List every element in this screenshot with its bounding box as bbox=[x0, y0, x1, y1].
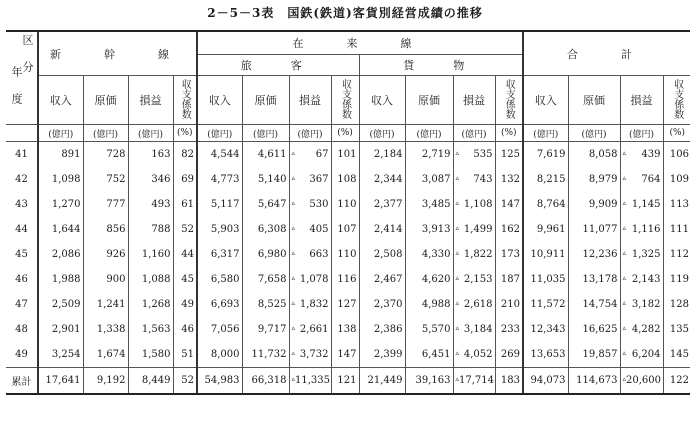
unit-cell: (億円) bbox=[38, 125, 83, 142]
table-title: 2－5－3表 国鉄(鉄道)客貨別経営成績の推移 bbox=[207, 6, 483, 20]
cell-k-3: 132 bbox=[495, 167, 523, 192]
cell-s-2: 1,088 bbox=[128, 267, 173, 292]
header-kubun-nendo bbox=[6, 31, 38, 125]
unit-cell: (%) bbox=[495, 125, 523, 142]
cell-k-2: ▵ 743 bbox=[453, 167, 495, 192]
cell-g-3: 113 bbox=[663, 192, 690, 217]
year-cell: 42 bbox=[15, 174, 28, 185]
cell-g-0: 11,572 bbox=[523, 292, 568, 317]
cell-s-1: 1,674 bbox=[83, 342, 128, 368]
header-goukei: 合 計 bbox=[523, 31, 690, 76]
cell-r-2: ▵ 11,335 bbox=[289, 368, 331, 395]
col-r-genka: 原価 bbox=[242, 76, 289, 125]
cell-g-0: 12,343 bbox=[523, 317, 568, 342]
cell-k-0: 21,449 bbox=[359, 368, 405, 395]
col-r-shunyu: 収入 bbox=[197, 76, 242, 125]
col-g-soneki: 損益 bbox=[620, 76, 663, 125]
cell-r-0: 6,693 bbox=[197, 292, 242, 317]
cell-r-0: 4,544 bbox=[197, 142, 242, 168]
table-row bbox=[6, 342, 690, 368]
unit-cell: (%) bbox=[173, 125, 197, 142]
cell-k-0: 2,184 bbox=[359, 142, 405, 168]
col-s-shunyu: 収入 bbox=[38, 76, 83, 125]
cell-g-2: ▵ 764 bbox=[620, 167, 663, 192]
cell-g-2: ▵ 2,143 bbox=[620, 267, 663, 292]
col-s-genka: 原価 bbox=[83, 76, 128, 125]
cell-k-3: 147 bbox=[495, 192, 523, 217]
col-r-keisu-label: 収支係数 bbox=[339, 78, 351, 119]
cell-g-3: 135 bbox=[663, 317, 690, 342]
cell-g-3: 119 bbox=[663, 267, 690, 292]
cell-k-2: ▵ 2,153 bbox=[453, 267, 495, 292]
cell-g-1: 8,058 bbox=[568, 142, 620, 168]
cell-k-2: ▵ 1,822 bbox=[453, 242, 495, 267]
cell-r-0: 54,983 bbox=[197, 368, 242, 395]
cell-k-3: 173 bbox=[495, 242, 523, 267]
cell-g-0: 10,911 bbox=[523, 242, 568, 267]
unit-cell: (%) bbox=[663, 125, 690, 142]
col-g-shunyu: 収入 bbox=[523, 76, 568, 125]
cell-r-0: 5,903 bbox=[197, 217, 242, 242]
cell-r-3: 110 bbox=[331, 242, 359, 267]
unit-cell: (億円) bbox=[568, 125, 620, 142]
col-g-keisu-label: 収支係数 bbox=[671, 78, 683, 119]
cell-r-1: 5,647 bbox=[242, 192, 289, 217]
cell-s-0: 3,254 bbox=[38, 342, 83, 368]
cell-g-0: 7,619 bbox=[523, 142, 568, 168]
cell-r-0: 6,580 bbox=[197, 267, 242, 292]
cell-g-2: ▵ 20,600 bbox=[620, 368, 663, 395]
header-kubun: 区分 bbox=[21, 34, 34, 88]
cell-g-2: ▵ 6,204 bbox=[620, 342, 663, 368]
cell-s-0: 1,098 bbox=[38, 167, 83, 192]
table-row bbox=[6, 217, 690, 242]
cell-s-0: 1,644 bbox=[38, 217, 83, 242]
cell-k-2: ▵ 1,108 bbox=[453, 192, 495, 217]
cell-s-2: 8,449 bbox=[128, 368, 173, 395]
cell-s-1: 856 bbox=[83, 217, 128, 242]
cell-s-2: 493 bbox=[128, 192, 173, 217]
cell-r-1: 9,717 bbox=[242, 317, 289, 342]
cell-r-2: ▵ 367 bbox=[289, 167, 331, 192]
cell-k-3: 210 bbox=[495, 292, 523, 317]
col-k-shunyu: 収入 bbox=[359, 76, 405, 125]
cell-k-1: 3,913 bbox=[405, 217, 453, 242]
unit-cell: (億円) bbox=[242, 125, 289, 142]
cell-r-0: 4,773 bbox=[197, 167, 242, 192]
cell-s-1: 752 bbox=[83, 167, 128, 192]
cell-r-0: 5,117 bbox=[197, 192, 242, 217]
col-k-keisu-label: 収支係数 bbox=[503, 78, 515, 119]
cell-s-0: 1,988 bbox=[38, 267, 83, 292]
cell-s-3: 46 bbox=[173, 317, 197, 342]
cell-s-2: 1,580 bbox=[128, 342, 173, 368]
cell-s-2: 1,563 bbox=[128, 317, 173, 342]
cell-g-1: 12,236 bbox=[568, 242, 620, 267]
cell-s-2: 163 bbox=[128, 142, 173, 168]
cell-g-1: 19,857 bbox=[568, 342, 620, 368]
cell-k-3: 187 bbox=[495, 267, 523, 292]
cell-r-2: ▵ 405 bbox=[289, 217, 331, 242]
cell-k-1: 3,087 bbox=[405, 167, 453, 192]
cell-g-0: 13,653 bbox=[523, 342, 568, 368]
cell-k-1: 2,719 bbox=[405, 142, 453, 168]
header-ryokaku: 旅 客 bbox=[197, 55, 359, 76]
cell-g-1: 114,673 bbox=[568, 368, 620, 395]
col-g-keisu bbox=[663, 76, 690, 125]
cell-s-1: 1,241 bbox=[83, 292, 128, 317]
cell-s-3: 44 bbox=[173, 242, 197, 267]
header-kamotsu: 貨 物 bbox=[359, 55, 523, 76]
year-cell: 43 bbox=[15, 199, 28, 210]
cell-s-2: 1,268 bbox=[128, 292, 173, 317]
cell-s-3: 82 bbox=[173, 142, 197, 168]
cell-r-3: 121 bbox=[331, 368, 359, 395]
unit-cell: (億円) bbox=[453, 125, 495, 142]
header-shinkansen: 新 幹 線 bbox=[38, 31, 197, 76]
cell-r-2: ▵ 2,661 bbox=[289, 317, 331, 342]
unit-cell: (億円) bbox=[523, 125, 568, 142]
cell-r-1: 4,611 bbox=[242, 142, 289, 168]
cell-g-3: 128 bbox=[663, 292, 690, 317]
cell-k-0: 2,377 bbox=[359, 192, 405, 217]
year-cell: 44 bbox=[15, 224, 28, 235]
unit-blank bbox=[6, 125, 38, 142]
cell-s-3: 49 bbox=[173, 292, 197, 317]
cell-r-3: 138 bbox=[331, 317, 359, 342]
cell-r-0: 7,056 bbox=[197, 317, 242, 342]
cell-k-1: 5,570 bbox=[405, 317, 453, 342]
cell-s-0: 17,641 bbox=[38, 368, 83, 395]
col-s-keisu bbox=[173, 76, 197, 125]
unit-cell: (億円) bbox=[83, 125, 128, 142]
cell-k-2: ▵ 2,618 bbox=[453, 292, 495, 317]
table-row bbox=[6, 142, 690, 168]
cell-r-0: 8,000 bbox=[197, 342, 242, 368]
cell-s-1: 1,338 bbox=[83, 317, 128, 342]
year-cell: 41 bbox=[15, 149, 28, 160]
cell-s-0: 2,086 bbox=[38, 242, 83, 267]
table-row bbox=[6, 267, 690, 292]
col-k-soneki: 損益 bbox=[453, 76, 495, 125]
table-body bbox=[6, 142, 690, 395]
cell-k-0: 2,370 bbox=[359, 292, 405, 317]
cell-g-1: 8,979 bbox=[568, 167, 620, 192]
cell-k-3: 162 bbox=[495, 217, 523, 242]
cell-r-2: ▵ 1,078 bbox=[289, 267, 331, 292]
cell-r-3: 108 bbox=[331, 167, 359, 192]
cell-s-1: 777 bbox=[83, 192, 128, 217]
cell-r-1: 7,658 bbox=[242, 267, 289, 292]
cell-g-3: 145 bbox=[663, 342, 690, 368]
cell-k-2: ▵ 3,184 bbox=[453, 317, 495, 342]
cell-k-3: 125 bbox=[495, 142, 523, 168]
unit-cell: (億円) bbox=[128, 125, 173, 142]
unit-cell: (億円) bbox=[405, 125, 453, 142]
cell-r-2: ▵ 663 bbox=[289, 242, 331, 267]
cell-k-1: 4,620 bbox=[405, 267, 453, 292]
cell-k-0: 2,508 bbox=[359, 242, 405, 267]
cell-k-2: ▵ 535 bbox=[453, 142, 495, 168]
cell-r-1: 8,525 bbox=[242, 292, 289, 317]
cell-r-3: 107 bbox=[331, 217, 359, 242]
unit-cell: (億円) bbox=[620, 125, 663, 142]
year-cell: 45 bbox=[15, 249, 28, 260]
cell-r-2: ▵ 1,832 bbox=[289, 292, 331, 317]
cell-r-2: ▵ 530 bbox=[289, 192, 331, 217]
cell-s-3: 45 bbox=[173, 267, 197, 292]
cell-k-3: 233 bbox=[495, 317, 523, 342]
col-r-soneki: 損益 bbox=[289, 76, 331, 125]
cell-g-2: ▵ 1,145 bbox=[620, 192, 663, 217]
col-s-keisu-label: 収支係数 bbox=[179, 78, 191, 119]
cell-s-1: 900 bbox=[83, 267, 128, 292]
cell-s-3: 51 bbox=[173, 342, 197, 368]
cell-k-0: 2,467 bbox=[359, 267, 405, 292]
cell-r-3: 127 bbox=[331, 292, 359, 317]
cell-k-2: ▵ 1,499 bbox=[453, 217, 495, 242]
table-row bbox=[6, 167, 690, 192]
total-row bbox=[6, 368, 690, 395]
cell-k-1: 6,451 bbox=[405, 342, 453, 368]
cell-g-2: ▵ 3,182 bbox=[620, 292, 663, 317]
unit-cell: (%) bbox=[331, 125, 359, 142]
results-table-wrapper bbox=[6, 30, 689, 395]
unit-cell: (億円) bbox=[197, 125, 242, 142]
cell-g-3: 111 bbox=[663, 217, 690, 242]
cell-g-0: 8,764 bbox=[523, 192, 568, 217]
cell-g-1: 13,178 bbox=[568, 267, 620, 292]
cell-g-1: 11,077 bbox=[568, 217, 620, 242]
cell-r-1: 6,980 bbox=[242, 242, 289, 267]
cell-s-1: 728 bbox=[83, 142, 128, 168]
cell-k-1: 3,485 bbox=[405, 192, 453, 217]
cell-g-0: 8,215 bbox=[523, 167, 568, 192]
cell-g-0: 94,073 bbox=[523, 368, 568, 395]
col-r-keisu bbox=[331, 76, 359, 125]
cell-s-0: 2,509 bbox=[38, 292, 83, 317]
unit-cell: (億円) bbox=[289, 125, 331, 142]
col-k-genka: 原価 bbox=[405, 76, 453, 125]
cell-g-3: 109 bbox=[663, 167, 690, 192]
cell-s-0: 1,270 bbox=[38, 192, 83, 217]
cell-g-1: 16,625 bbox=[568, 317, 620, 342]
cell-g-1: 9,909 bbox=[568, 192, 620, 217]
cell-k-0: 2,344 bbox=[359, 167, 405, 192]
cell-g-0: 11,035 bbox=[523, 267, 568, 292]
col-g-genka: 原価 bbox=[568, 76, 620, 125]
cell-s-1: 926 bbox=[83, 242, 128, 267]
cell-r-3: 147 bbox=[331, 342, 359, 368]
cell-g-2: ▵ 1,116 bbox=[620, 217, 663, 242]
cell-k-2: ▵ 4,052 bbox=[453, 342, 495, 368]
unit-cell: (億円) bbox=[359, 125, 405, 142]
table-row bbox=[6, 317, 690, 342]
table-row bbox=[6, 242, 690, 267]
cell-g-3: 122 bbox=[663, 368, 690, 395]
cell-g-2: ▵ 439 bbox=[620, 142, 663, 168]
cell-k-3: 183 bbox=[495, 368, 523, 395]
year-cell: 46 bbox=[15, 274, 28, 285]
cell-k-0: 2,386 bbox=[359, 317, 405, 342]
year-cell: 累計 bbox=[6, 368, 38, 395]
cell-g-3: 112 bbox=[663, 242, 690, 267]
table-row bbox=[6, 192, 690, 217]
cell-s-0: 891 bbox=[38, 142, 83, 168]
cell-g-2: ▵ 4,282 bbox=[620, 317, 663, 342]
cell-k-3: 269 bbox=[495, 342, 523, 368]
cell-s-2: 788 bbox=[128, 217, 173, 242]
cell-k-1: 4,988 bbox=[405, 292, 453, 317]
cell-s-3: 69 bbox=[173, 167, 197, 192]
cell-r-2: ▵ 67 bbox=[289, 142, 331, 168]
cell-r-1: 11,732 bbox=[242, 342, 289, 368]
cell-s-2: 1,160 bbox=[128, 242, 173, 267]
cell-r-0: 6,317 bbox=[197, 242, 242, 267]
year-cell: 47 bbox=[15, 299, 28, 310]
year-cell: 49 bbox=[15, 349, 28, 360]
cell-k-0: 2,399 bbox=[359, 342, 405, 368]
year-cell: 48 bbox=[15, 324, 28, 335]
cell-k-1: 39,163 bbox=[405, 368, 453, 395]
cell-r-1: 66,318 bbox=[242, 368, 289, 395]
cell-k-2: ▵ 17,714 bbox=[453, 368, 495, 395]
col-k-keisu bbox=[495, 76, 523, 125]
header-nendo: 年度 bbox=[10, 66, 23, 120]
col-s-soneki: 損益 bbox=[128, 76, 173, 125]
cell-s-2: 346 bbox=[128, 167, 173, 192]
cell-s-3: 61 bbox=[173, 192, 197, 217]
results-table bbox=[6, 30, 690, 395]
cell-r-1: 5,140 bbox=[242, 167, 289, 192]
table-row bbox=[6, 292, 690, 317]
cell-g-3: 106 bbox=[663, 142, 690, 168]
cell-s-1: 9,192 bbox=[83, 368, 128, 395]
header-zairai: 在 来 線 bbox=[197, 31, 523, 55]
cell-s-3: 52 bbox=[173, 368, 197, 395]
cell-r-2: ▵ 3,732 bbox=[289, 342, 331, 368]
cell-s-0: 2,901 bbox=[38, 317, 83, 342]
cell-g-2: ▵ 1,325 bbox=[620, 242, 663, 267]
cell-r-3: 101 bbox=[331, 142, 359, 168]
cell-k-1: 4,330 bbox=[405, 242, 453, 267]
cell-s-3: 52 bbox=[173, 217, 197, 242]
cell-r-3: 110 bbox=[331, 192, 359, 217]
cell-r-1: 6,308 bbox=[242, 217, 289, 242]
cell-g-0: 9,961 bbox=[523, 217, 568, 242]
cell-r-3: 116 bbox=[331, 267, 359, 292]
cell-k-0: 2,414 bbox=[359, 217, 405, 242]
cell-g-1: 14,754 bbox=[568, 292, 620, 317]
